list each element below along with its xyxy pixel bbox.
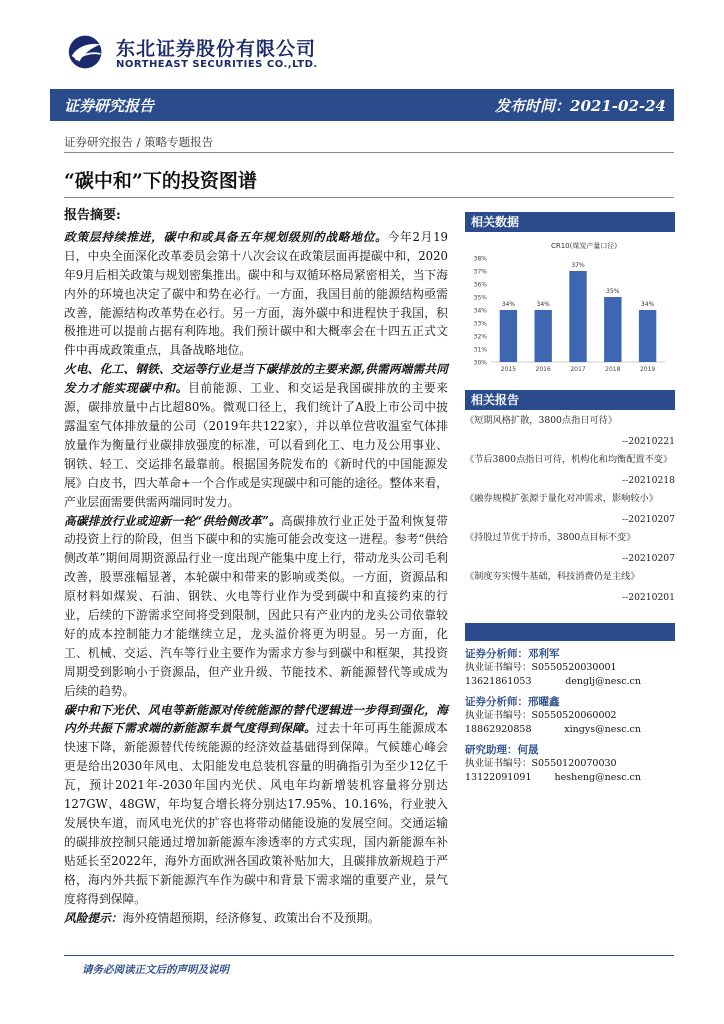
report-title[interactable]: 《短期风格扩散，3800点指日可待》	[465, 415, 618, 426]
y-tick-label: 30%	[473, 359, 487, 367]
y-tick-label: 32%	[473, 333, 487, 341]
report-date: --20210218	[622, 475, 675, 486]
company-logo-icon	[64, 32, 112, 72]
divider	[64, 197, 674, 198]
related-data-heading: 相关数据	[465, 212, 675, 232]
data-label: 34%	[640, 301, 655, 308]
risk-text: 海外疫情超预期，经济修复、政策出台不及预期。	[122, 910, 380, 925]
analyst-block	[465, 647, 675, 689]
paragraph-text: 目前能源、工业、和交运是我国碳排放的主要来源，碳排放量中占比超80%。微观口径上，我们统计了A股上市公司中披露温室气体排放量的公司（2019年共122家），并以单位营收温室气体排放量作为衡量行业碳排放强度的标准，可以看到化工、电力及公用事业、钢铁、轻工、交运排名最靠前。根据国务院发布的《新时代的中国能源发展》白皮书，四大革命+一个合作或是实现碳中和可能的途径。整体来看，产业层面需要供需两端同时发力。	[64, 381, 448, 509]
summary-paragraph	[64, 228, 448, 360]
x-tick-label: 2016	[535, 366, 551, 373]
summary-paragraph	[64, 360, 448, 511]
sidebar	[465, 212, 675, 785]
data-label: 34%	[536, 301, 550, 308]
y-tick-label: 38%	[473, 255, 487, 263]
paragraph-text: 过去十年可再生能源成本快速下降，新能源替代传统能源的经济效益基础得到保障。气候雄心峰会更是给出2030年风电、太阳能发电总装机容量的明确指引为至少12亿千瓦，预计2021年-2030年国内光伏、风电年均新增装机容量将分别达127GW、48GW，年均复合增长将分别达17.95%、10.16%，行业驶入发展快车道，而风电光伏的扩容也将带动储能设施的发展空间。交通运输的碳排放控制只能通过增加新能源车渗透率的方式实现，国内新能源车补贴延长至2022年，海外方面欧洲各国政策补贴加大，且碳排放新规趋于严格，海内外共振下新能源汽车作为碳中和背景下需求端的重要产业，景气度将得到保障。	[64, 721, 448, 906]
publish-date: 发布时间：2021-02-24	[495, 97, 666, 115]
y-tick-label: 34%	[473, 307, 487, 315]
paragraph-text: 高碳排放行业正处于盈利恢复带动投资上行的阶段，但当下碳中和的实施可能会改变这一进程。参考“供给侧改革”期间周期资源品行业一度出现产能集中度上行，带动龙头公司毛利改善，股票涨幅显著，本轮碳中和带来的影响或类似。一方面，资源品和原材料如煤炭、石油、钢铁、火电等行业作为受到碳中和直接约束的行业，后续的下游需求空间将受到限制，因此只有产业内的龙头公司依靠较好的成本控制能力才能继续立足，龙头溢价将更为明显。另一方面，化工、机械、交运、汽车等行业主要作为需求方参与到碳中和框架，其投资周期受到影响小于资源品，但产业升级、节能技术、新能源替代等或成为后续的趋势。	[64, 513, 448, 698]
report-title[interactable]: 《制度夯实慢牛基础，科技消费仍是主线》	[465, 571, 640, 582]
x-tick-label: 2019	[639, 366, 656, 373]
paragraph-text: 今年2月19日，中央全面深化改革委员会第十八次会议在政策层面再提碳中和，2020年9月后相关政策与规划密集推出。碳中和与双循环格局紧密相关，当下海内外的环境也决定了碳中和势在必行。一方面，我国目前的能源结构亟需改善，能源结构改革势在必行。另一方面，海外碳中和进程快于我国，积极推进可以提前占据有利阵地。我们预计碳中和大概率会在十四五正式文件中再成政策重点，具备战略地位。	[64, 229, 448, 358]
page-title: “碳中和”下的投资图谱	[64, 170, 257, 192]
analyst-role: 研究助理：何晟	[465, 744, 539, 756]
report-title[interactable]: 《持股过节优于持币，3800点目标不变》	[465, 532, 636, 543]
analyst-cert: 执业证书编号：S0550520060002	[465, 710, 617, 721]
analyst-email[interactable]: denglj@nesc.cn	[565, 676, 641, 687]
analyst-role: 证券分析师：邢曜鑫	[465, 696, 560, 708]
bar	[535, 310, 552, 362]
report-date: --20210201	[622, 592, 675, 603]
report-type: 证券研究报告	[64, 97, 155, 115]
bar	[639, 310, 656, 362]
analyst-list	[465, 647, 675, 785]
data-label: 37%	[571, 262, 585, 269]
summary-paragraph	[64, 701, 448, 909]
report-link[interactable]	[465, 413, 675, 449]
risk-label: 风险提示：	[64, 910, 123, 925]
footer-divider	[64, 955, 674, 956]
bar-chart	[465, 232, 675, 382]
analyst-phone: 13122091091	[465, 772, 532, 783]
x-tick-label: 2017	[570, 366, 586, 373]
chart-svg	[465, 232, 675, 382]
paragraph-lead: 碳中和下光伏、风电等新能源对传统能源的替代逻辑进一步得到强化，海内外共振下需求端的新能源车景气度得到保障。	[64, 702, 448, 736]
report-date: --20210207	[622, 514, 675, 525]
analyst-phone: 18862920858	[465, 724, 532, 735]
analyst-phone: 13621861053	[465, 676, 532, 687]
y-tick-label: 33%	[473, 320, 487, 328]
report-link[interactable]	[465, 569, 675, 605]
report-date: --20210207	[622, 553, 675, 564]
report-summary	[64, 207, 448, 927]
summary-heading: 报告摘要:	[64, 208, 121, 223]
bar	[500, 310, 517, 362]
analyst-email[interactable]: hesheng@nesc.cn	[554, 772, 641, 783]
analyst-cert: 执业证书编号：S0550520030001	[465, 662, 617, 673]
x-tick-label: 2018	[605, 366, 621, 373]
y-tick-label: 37%	[473, 268, 487, 276]
related-reports-list	[465, 413, 675, 605]
report-link[interactable]	[465, 452, 675, 488]
analyst-role: 证券分析师：邓利军	[465, 648, 560, 660]
breadcrumb: 证券研究报告 / 策略专题报告	[64, 135, 214, 149]
related-reports-heading: 相关报告	[465, 390, 675, 410]
paragraph-lead: 政策层持续推进，碳中和或具备五年规划级别的战略地位。	[64, 229, 388, 244]
y-tick-label: 36%	[473, 281, 487, 289]
report-date: --20210221	[622, 436, 675, 447]
analyst-cert: 执业证书编号：S0550120070030	[465, 758, 617, 769]
analyst-email[interactable]: xingys@nesc.cn	[564, 724, 641, 735]
analyst-block	[465, 743, 675, 785]
summary-paragraph	[64, 512, 448, 701]
divider	[64, 152, 674, 153]
data-label: 34%	[501, 301, 516, 308]
paragraph-lead: 高碳排放行业或迎新一轮“供给侧改革”。	[64, 513, 282, 528]
report-link[interactable]	[465, 530, 675, 566]
bar	[569, 271, 586, 362]
report-link[interactable]	[465, 491, 675, 527]
y-tick-label: 35%	[473, 294, 487, 302]
analyst-heading-bar	[465, 623, 675, 641]
x-tick-label: 2015	[500, 366, 517, 373]
report-title[interactable]: 《融券规模扩张源于量化对冲需求，影响较小》	[465, 493, 658, 504]
company-name-cn: 东北证券股份有限公司	[116, 38, 317, 60]
company-name-en: NORTHEAST SECURITIES CO.,LTD.	[116, 59, 318, 70]
paragraph-lead: 火电、化工、钢铁、交运等行业是当下碳排放的主要来源,供需两端需共同发力才能实现碳中和。	[64, 362, 448, 396]
analyst-block	[465, 695, 675, 737]
report-title[interactable]: 《节后3800点指日可待，机构化和均衡配置不变》	[465, 454, 673, 465]
bar	[604, 297, 621, 362]
y-tick-label: 31%	[473, 346, 487, 354]
footer-disclaimer: 请务必阅读正文后的声明及说明	[82, 964, 229, 976]
data-label: 35%	[606, 288, 620, 295]
risk-note	[64, 909, 448, 928]
chart-title: CR10(煤炭产量口径)	[550, 242, 618, 250]
